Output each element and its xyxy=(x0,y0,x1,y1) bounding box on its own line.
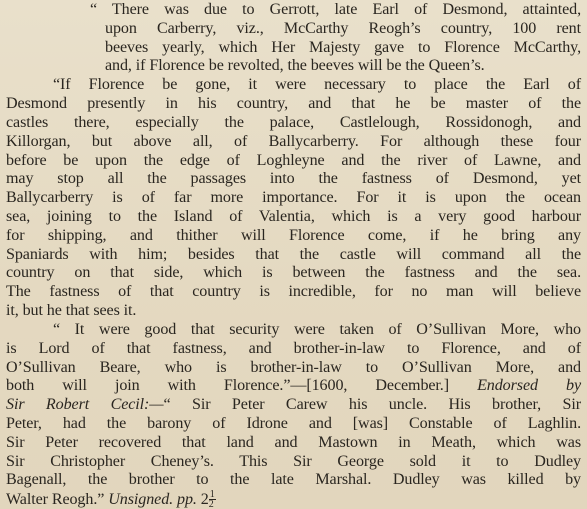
text-line: Sir Peter recovered that land and Mastown in Meath, which was xyxy=(6,433,581,451)
text-line: and, if Florence be revolted, the beeves will be the Queen’s. xyxy=(105,57,485,75)
text-line: O’Sullivan Beare, who is brother-in-law to O’Sullivan More, and xyxy=(6,358,581,376)
text-line: sea, joining to the Island of Valentia, which is a very good harbour xyxy=(6,207,581,225)
endorsement-text: “ Sir Peter Carew his uncle. His brother, Sir xyxy=(163,396,581,414)
text-line: may stop all the passages into the fastness of Desmond, yet xyxy=(6,170,581,188)
text-line: Spaniards with him; besides that the castle will command all the xyxy=(6,245,581,263)
text-line: Ballycarberry is of far more importance. For it is upon the ocean xyxy=(6,189,581,207)
fraction: $\frac{1}{2}$ xyxy=(208,489,215,509)
text-line: Desmond presently in his country, and that he be master of the xyxy=(6,95,581,113)
text-line: Bagenall, the brother to the late Marshal. Dudley was killed by xyxy=(6,471,581,489)
text-line xyxy=(6,490,581,509)
text-line: The fastness of that country is incredible, for no man will believe xyxy=(6,283,581,301)
text-line: “If Florence be gone, it were necessary to place the Earl of xyxy=(53,76,581,94)
endorsement-label: Endorsed by xyxy=(477,377,581,395)
text-line: before be upon the edge of Loghleyne and the river of Lawne, and xyxy=(6,151,581,169)
text-line xyxy=(6,377,581,396)
endorser-name: Sir Robert Cecil:— xyxy=(6,396,164,414)
text-line: castles there, especially the palace, Castlelough, Rossidonogh, and xyxy=(6,113,581,131)
unsigned-label: Unsigned. xyxy=(108,491,174,509)
text-line: it, but he that sees it. xyxy=(6,302,137,320)
text-line: “ It were good that security were taken of O’Sullivan More, who xyxy=(53,320,581,338)
text-line: country on that side, which is between the fastness and the sea. xyxy=(6,264,581,282)
text-line: Sir Christopher Cheney’s. This Sir George sold it to Dudley xyxy=(6,452,581,470)
text-line xyxy=(6,396,581,415)
final-text: Walter Reogh.” xyxy=(6,491,105,509)
text-line: “ There was due to Gerrott, late Earl of Desmond, attainted, xyxy=(90,1,581,18)
text-line: for shipping, and thither will Florence come, if he bring any xyxy=(6,226,581,244)
text-line: upon Carberry, viz., McCarthy Reogh’s country, 100 rent xyxy=(105,19,581,37)
text-line: beeves yearly, which Her Majesty gave to Florence McCarthy, xyxy=(105,38,581,56)
text-line: Peter, had the barony of Idrone and [was] Constable of Laghlin. xyxy=(6,414,581,432)
text-line: Killorgan, but above all, of Ballycarberry. For although these four xyxy=(6,132,581,150)
page-count: 2 $\frac{1}{2}$ xyxy=(200,489,215,509)
date-text: both will join with Florence.”—[1600, December.] xyxy=(6,377,449,395)
text-line: is Lord of that fastness, and brother-in-law to Florence, and of xyxy=(6,339,581,357)
pages-label: pp. xyxy=(177,491,197,509)
